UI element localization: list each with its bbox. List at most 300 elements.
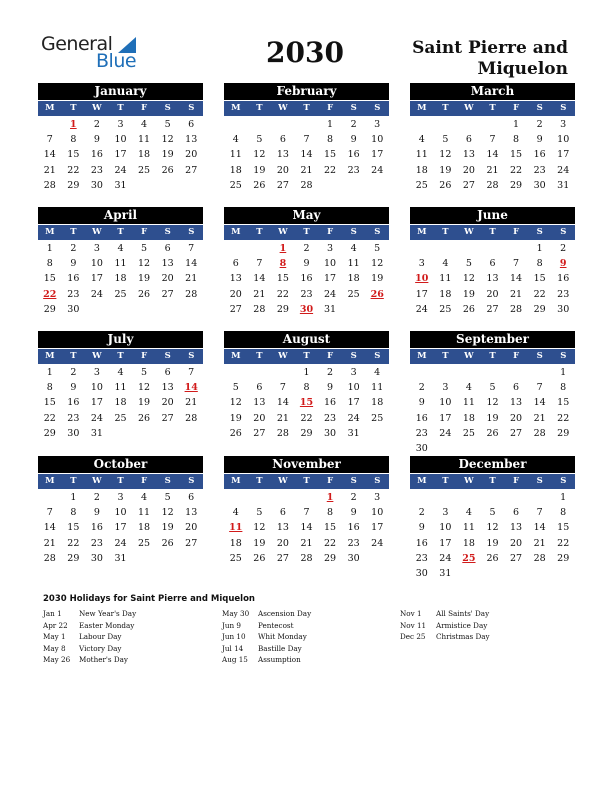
day: 16 [300,273,313,285]
month-title: June [410,207,575,224]
weekday-label: T [303,351,310,361]
day: 13 [510,397,523,409]
day: 9 [93,507,100,519]
holiday-day: 25 [462,552,476,564]
weekday-header [410,225,575,240]
day: 7 [46,507,53,519]
holiday-entry [400,620,570,632]
day: 9 [93,134,100,146]
day: 3 [442,507,449,519]
day: 8 [327,134,334,146]
weekday-label: S [536,351,543,361]
day: 30 [67,427,80,439]
day: 23 [557,288,570,300]
day: 11 [138,507,151,519]
weekday-label: M [417,227,427,237]
weekday-label: T [442,476,449,486]
day: 27 [276,179,289,191]
weekday-label: S [164,227,171,237]
day: 6 [164,243,171,254]
day: 11 [138,134,151,146]
day: 9 [303,258,310,270]
day: 6 [513,382,520,394]
day: 30 [324,427,337,439]
holiday-name: Mother's Day [79,655,128,664]
weekday-label: M [231,227,241,237]
day: 29 [510,179,523,191]
day: 22 [324,164,337,176]
empty-cell [271,365,295,380]
day: 22 [67,537,80,549]
day: 18 [439,288,452,300]
day: 17 [90,273,103,285]
day: 4 [350,243,357,254]
weekday-label: M [45,476,55,486]
day: 10 [324,258,337,270]
holiday-name: Christmas Day [436,632,490,641]
day: 7 [303,134,310,146]
day: 29 [43,427,56,439]
holiday-day: 22 [43,288,57,300]
empty-cell [504,490,528,505]
day: 24 [415,303,428,315]
weekday-label: T [117,351,124,361]
holiday-entry [43,654,213,666]
day: 15 [67,149,80,161]
holiday-date: Jul 14 [222,643,244,653]
day: 10 [557,134,570,146]
weekday-label: W [278,227,288,237]
day: 9 [350,507,357,519]
holiday-day: 9 [559,258,567,270]
day: 11 [462,397,475,409]
weekday-label: T [442,351,449,361]
day: 29 [557,427,570,439]
month-title: August [224,331,389,348]
day: 11 [114,382,127,394]
day: 2 [327,367,334,378]
day: 16 [347,149,360,161]
day: 2 [70,243,77,254]
empty-cell [248,117,272,132]
day: 20 [276,164,289,176]
day: 2 [303,243,310,254]
day: 22 [510,164,523,176]
holiday-entry [400,608,570,620]
day: 3 [93,243,100,254]
day: 26 [439,179,452,191]
day: 9 [70,382,77,394]
holiday-entry [222,620,392,632]
holiday-column [400,608,570,643]
day: 17 [439,537,452,549]
day: 6 [489,258,496,270]
day: 2 [418,382,425,394]
day: 7 [536,507,543,519]
month-august [224,331,389,441]
day: 19 [371,273,384,285]
weekday-label: T [256,351,263,361]
holiday-date: Jun 10 [222,632,246,641]
day: 12 [161,134,174,146]
day: 1 [513,119,520,130]
day: 17 [90,397,103,409]
weekday-label: T [256,227,263,237]
day: 14 [300,522,313,534]
day: 3 [117,492,124,503]
weekday-label: T [117,476,124,486]
day: 5 [489,382,496,394]
day: 11 [229,149,242,161]
weekday-label: M [417,103,427,113]
day: 29 [43,303,56,315]
day: 15 [533,273,546,285]
day: 31 [557,179,570,191]
day: 21 [510,288,523,300]
month-may [224,207,389,317]
day: 8 [46,258,53,270]
day: 29 [324,552,337,564]
day: 6 [513,507,520,519]
holiday-column [222,608,392,666]
month-title: July [38,331,203,348]
weekday-label: F [513,103,520,113]
day: 7 [279,382,286,394]
holiday-name: New Year's Day [79,609,137,618]
day: 17 [439,412,452,424]
day: 7 [536,382,543,394]
weekday-label: F [141,476,148,486]
day: 24 [90,412,103,424]
day-grid [224,117,389,193]
month-september [410,331,575,456]
day: 24 [439,427,452,439]
day: 2 [350,119,357,130]
day: 20 [510,412,523,424]
day: 8 [70,134,77,146]
day: 19 [486,537,499,549]
weekday-label: T [303,476,310,486]
weekday-label: T [256,103,263,113]
weekday-label: F [327,227,334,237]
empty-cell [434,490,458,505]
day: 17 [347,397,360,409]
day: 15 [510,149,523,161]
day: 2 [93,492,100,503]
weekday-label: M [417,476,427,486]
day: 23 [324,412,337,424]
weekday-label: S [560,351,567,361]
empty-cell [481,117,505,132]
month-title: May [224,207,389,224]
day: 22 [43,412,56,424]
month-april [38,207,203,317]
weekday-label: W [92,351,102,361]
day: 22 [557,537,570,549]
holiday-column [43,608,213,666]
logo-text-general: General [41,33,113,55]
day: 11 [439,273,452,285]
holiday-date: Jan 1 [43,609,62,618]
weekday-label: W [92,476,102,486]
day: 4 [232,507,239,519]
weekday-label: T [70,227,77,237]
weekday-label: S [536,476,543,486]
weekday-header [38,474,203,489]
day: 2 [536,119,543,130]
day: 14 [43,149,56,161]
brand-logo [41,33,141,73]
holidays-title: 2030 Holidays for Saint Pierre and Miquelon [43,594,255,604]
day: 5 [442,134,449,146]
month-february [224,83,389,193]
empty-cell [410,365,434,380]
day: 4 [141,492,148,503]
month-title: November [224,456,389,473]
day: 3 [374,492,381,503]
day: 27 [229,303,242,315]
day: 25 [229,179,242,191]
day: 23 [90,164,103,176]
weekday-label: W [278,103,288,113]
day: 4 [465,507,472,519]
day: 3 [442,382,449,394]
weekday-label: S [374,351,381,361]
day: 4 [117,243,124,254]
day: 28 [43,552,56,564]
month-december [410,456,575,581]
day: 13 [253,397,266,409]
day: 10 [90,258,103,270]
day: 17 [557,149,570,161]
day: 13 [276,149,289,161]
day: 1 [560,492,567,503]
day: 22 [276,288,289,300]
day: 10 [439,397,452,409]
weekday-header [224,101,389,116]
month-title: April [38,207,203,224]
day: 27 [161,288,174,300]
day: 14 [253,273,266,285]
weekday-label: M [45,103,55,113]
holiday-name: Whit Monday [258,632,307,641]
weekday-label: F [327,351,334,361]
day: 22 [300,412,313,424]
empty-cell [410,490,434,505]
holiday-date: Apr 22 [43,620,68,630]
weekday-header [224,225,389,240]
day: 20 [276,537,289,549]
day: 27 [510,552,523,564]
holiday-date: May 8 [43,643,66,653]
weekday-label: S [350,103,357,113]
holiday-entry [400,631,570,643]
day: 16 [557,273,570,285]
weekday-label: T [489,476,496,486]
empty-cell [410,241,434,256]
day: 4 [442,258,449,270]
empty-cell [295,117,319,132]
day-grid [38,117,203,193]
day: 15 [557,397,570,409]
day: 19 [486,412,499,424]
day: 24 [347,412,360,424]
weekday-label: T [489,103,496,113]
day: 2 [350,492,357,503]
empty-cell [504,241,528,256]
day: 11 [371,382,384,394]
calendar-year: 2030 [266,36,344,69]
day: 23 [67,412,80,424]
weekday-label: M [417,351,427,361]
day: 21 [533,537,546,549]
day: 16 [415,537,428,549]
day: 1 [303,367,310,378]
holiday-day: 11 [229,522,243,534]
day: 8 [560,507,567,519]
day-grid [38,241,203,317]
empty-cell [224,241,248,256]
day: 4 [374,367,381,378]
weekday-label: M [45,227,55,237]
day: 19 [462,288,475,300]
day: 23 [90,537,103,549]
day: 8 [303,382,310,394]
day: 6 [465,134,472,146]
day: 7 [303,507,310,519]
day: 30 [415,567,428,579]
day: 21 [300,164,313,176]
day: 28 [486,179,499,191]
holiday-date: Nov 11 [400,620,427,630]
day: 6 [279,507,286,519]
day: 12 [253,149,266,161]
weekday-label: M [45,351,55,361]
month-july [38,331,203,441]
day-grid [224,490,389,566]
day: 28 [276,427,289,439]
empty-cell [224,117,248,132]
day: 9 [350,134,357,146]
weekday-label: T [117,227,124,237]
day: 8 [46,382,53,394]
month-title: January [38,83,203,100]
day: 16 [67,273,80,285]
day: 14 [300,149,313,161]
day: 30 [533,179,546,191]
day: 28 [43,179,56,191]
day: 17 [114,522,127,534]
weekday-label: S [188,476,195,486]
day: 3 [350,367,357,378]
day: 5 [232,382,239,394]
day: 4 [418,134,425,146]
day: 15 [324,522,337,534]
day: 1 [327,119,334,130]
day: 28 [533,552,546,564]
day: 24 [114,164,127,176]
empty-cell [248,241,272,256]
day-grid [410,365,575,456]
holiday-day: 1 [279,243,287,254]
day: 29 [300,427,313,439]
weekday-label: W [464,476,474,486]
weekday-label: S [188,351,195,361]
day: 19 [253,537,266,549]
day: 8 [327,507,334,519]
holiday-entry [222,643,392,655]
month-march [410,83,575,193]
day: 1 [70,492,77,503]
day: 2 [70,367,77,378]
weekday-label: T [256,476,263,486]
day: 26 [229,427,242,439]
day: 27 [486,303,499,315]
empty-cell [457,241,481,256]
holiday-entry [43,608,213,620]
day: 21 [43,164,56,176]
day: 7 [188,367,195,378]
day: 28 [300,179,313,191]
holiday-date: Jun 9 [222,620,241,630]
empty-cell [457,365,481,380]
day: 28 [300,552,313,564]
day: 21 [253,288,266,300]
day: 24 [114,537,127,549]
day: 9 [327,382,334,394]
weekday-label: S [188,227,195,237]
weekday-label: T [70,476,77,486]
day: 24 [371,537,384,549]
holiday-day: 14 [184,382,198,394]
weekday-label: M [231,103,241,113]
empty-cell [504,365,528,380]
weekday-label: T [70,351,77,361]
weekday-label: S [164,476,171,486]
day: 16 [67,397,80,409]
holiday-entry [222,654,392,666]
day: 25 [138,537,151,549]
day: 26 [486,427,499,439]
day: 26 [486,552,499,564]
day: 23 [67,288,80,300]
day: 28 [185,288,198,300]
day: 2 [560,243,567,254]
weekday-label: F [513,476,520,486]
day: 2 [418,507,425,519]
day: 7 [256,258,263,270]
day: 4 [232,134,239,146]
weekday-label: T [489,227,496,237]
day: 27 [161,412,174,424]
weekday-label: S [350,227,357,237]
day: 18 [138,522,151,534]
holiday-name: Labour Day [79,632,122,641]
month-title: October [38,456,203,473]
day: 24 [557,164,570,176]
holiday-name: Ascension Day [258,609,312,618]
weekday-label: T [70,103,77,113]
day: 16 [533,149,546,161]
day: 1 [46,367,53,378]
day: 17 [324,273,337,285]
holiday-name: Assumption [258,655,301,664]
empty-cell [248,490,272,505]
day: 6 [188,119,195,130]
day: 12 [439,149,452,161]
day: 12 [229,397,242,409]
day: 3 [117,119,124,130]
